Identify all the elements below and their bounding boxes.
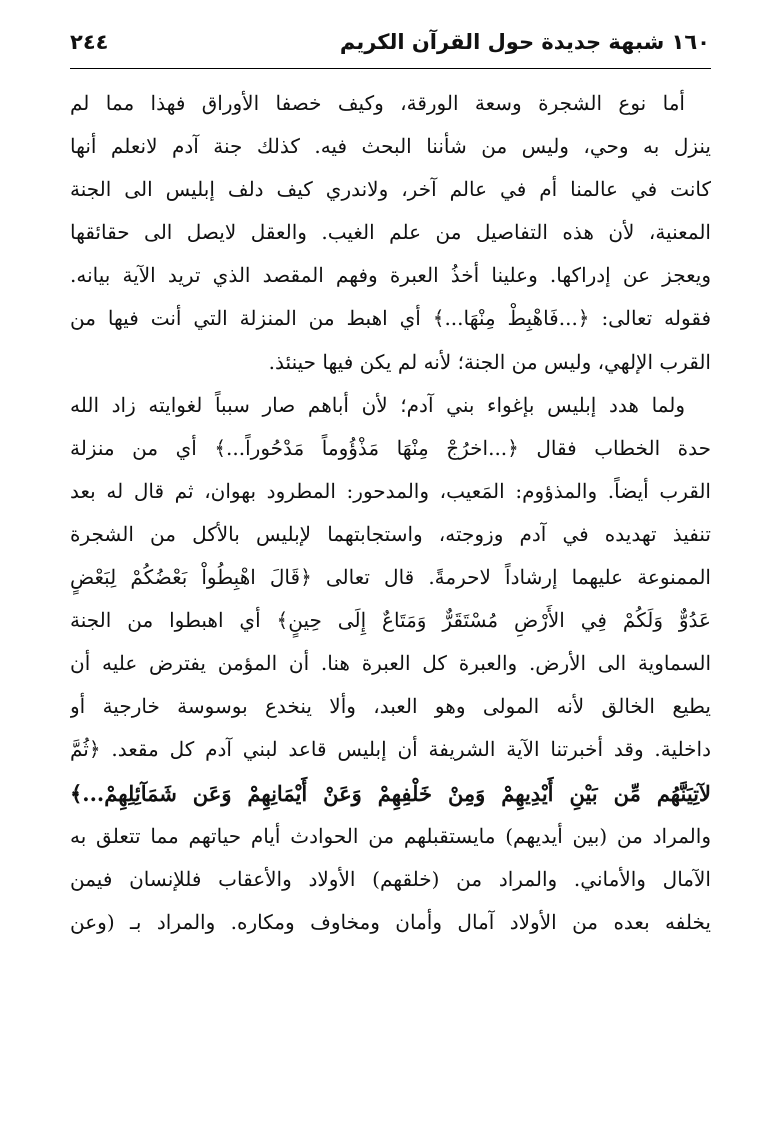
- paragraph-1: [70, 82, 711, 384]
- text-line: والمراد من (بين أيديهم) مايستقبلهم من الحوادث أيام حياتهم مما تتعلق به: [70, 823, 711, 848]
- page-header: [70, 26, 710, 66]
- running-title: ١٦٠ شبهة جديدة حول القرآن الكريم: [339, 30, 710, 54]
- paragraph-2: [70, 384, 711, 944]
- text-line: يخلفه بعده من الأولاد آمال وأمان ومخاوف ومكاره. والمراد بـ (وعن: [70, 909, 711, 934]
- text-line: السماوية الى الأرض. والعبرة كل العبرة هنا. أن المؤمن يفترض عليه أن: [70, 651, 711, 676]
- text-line: المعنية، لأن هذه التفاصيل من علم الغيب. والعقل لايصل الى حقائقها: [70, 220, 711, 245]
- text-line: الآمال والأماني. والمراد من (خلقهم) الأولاد والأعقاب فللإنسان فيمن: [70, 866, 711, 891]
- text-line: يطيع الخالق لأنه المولى وهو العبد، وألا ينخدع بوسوسة خارجية أو: [70, 694, 711, 719]
- text-line: حدة الخطاب فقال ﴿...اخرُجْ مِنْهَا مَذْؤُوماً مَدْحُوراً...﴾ أي من منزلة: [70, 435, 711, 460]
- text-line: أما نوع الشجرة وسعة الورقة، وكيف خصفا الأوراق فهذا مما لم: [70, 91, 685, 115]
- text-line: ويعجز عن إدراكها. وعلينا أخذُ العبرة وفهم المقصد الذي تريد الآية بيانه.: [70, 263, 711, 288]
- page-number: ٢٤٤: [70, 30, 109, 54]
- text-line: فقوله تعالى: ﴿...فَاهْبِطْ مِنْهَا...﴾ أي اهبط من المنزلة التي أنت فيها من: [70, 306, 711, 331]
- text-line: ينزل به وحي، وليس من شأننا البحث فيه. كذلك جنة آدم لانعلم أنها: [70, 134, 711, 159]
- text-line: ولما هدد إبليس بإغواء بني آدم؛ لأن أباهم صار سبباً لغوايته زاد الله: [70, 392, 685, 417]
- text-line: الممنوعة عليهما إرشاداً لاحرمةً. قال تعالى ﴿قَالَ اهْبِطُواْ بَعْضُكُمْ لِبَعْضٍ: [70, 565, 711, 590]
- text-line: القرب الإلهي، وليس من الجنة؛ لأنه لم يكن فيها حينئذ.: [268, 349, 711, 374]
- text-line: عَدُوٌّ وَلَكُمْ فِي الأَرْضِ مُسْتَقَرٌّ وَمَتَاعٌ إِلَى حِينٍ﴾ أي اهبطوا من الجنة: [70, 608, 711, 633]
- text-line: القرب أيضاً. والمذؤوم: المَعيب، والمدحور: المطرود بهوان، ثم قال له بعد: [70, 478, 711, 503]
- text-line: لآتِيَنَّهُم مِّن بَيْنِ أَيْدِيهِمْ وَمِنْ خَلْفِهِمْ وَعَنْ أَيْمَانِهِمْ وَعَن شَمَآئِلِهِمْ...﴾: [70, 780, 711, 806]
- body-text: [70, 82, 711, 944]
- text-line: داخلية. وقد أخبرتنا الآية الشريفة أن إبليس قاعد لبني آدم كل مقعد. ﴿ثُمَّ: [70, 737, 711, 762]
- text-line: كانت في عالمنا أم في عالم آخر، ولاندري كيف دلف إبليس الى الجنة: [70, 177, 711, 202]
- text-line: تنفيذ تهديده في آدم وزوجته، واستجابتهما لإبليس بالأكل من الشجرة: [70, 521, 711, 546]
- header-divider: [70, 68, 711, 69]
